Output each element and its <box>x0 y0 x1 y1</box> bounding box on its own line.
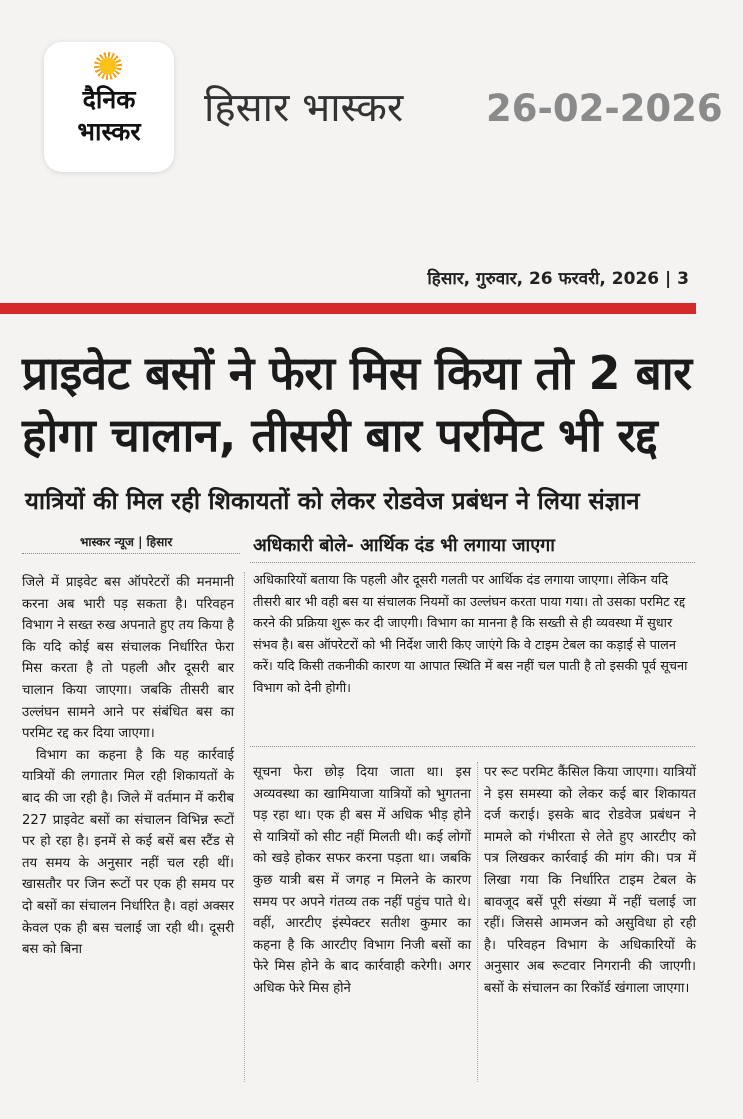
logo-text-line2: भास्कर <box>77 117 141 146</box>
article-column-1 <box>22 572 234 961</box>
box-text: अधिकारियों बताया कि पहली और दूसरी गलती पर आर्थिक दंड लगाया जाएगा। लेकिन यदि तीसरी बार भी वही बस या संचालक नियमों का उल्लंघन करता पाया गया। तो उसका परमिट रद्द करने की प्रक्रिया शुरू कर दी जाएगी। विभाग का मानना है कि सख्ती से ही व्यवस्था में सुधार संभव है। बस ऑपरेटरों को भी निर्देश जारी किए जाएंगे कि वे टाइम टेबल का कड़ाई से पालन करें। यदि किसी तकनीकी कारण या आपात स्थिति में बस नहीं चल पाती है तो इसकी पूर्व सूचना विभाग को देनी होगी। <box>253 573 688 696</box>
column-1-paragraph-1: जिले में प्राइवेट बस ऑपरेटरों की मनमानी करना अब भारी पड़ सकता है। परिवहन विभाग ने सख्त रुख अपनाते हुए तय किया है कि यदि कोई बस संचालक निर्धारित फेरा मिस करता है तो पहली और दूसरी बार चालान किया जाएगा। जबकि तीसरी बार उल्लंघन सामने आने पर संबंधित बस का परमिट रद्द कर दिया जाएगा। <box>22 575 234 742</box>
red-divider <box>0 303 696 314</box>
article-headline: प्राइवेट बसों ने फेरा मिस किया तो 2 बार होगा चालान, तीसरी बार परमिट भी रद्द <box>22 346 692 462</box>
column-separator <box>244 572 245 1082</box>
column-1-paragraph-2: विभाग का कहना है कि यह कार्रवाई यात्रियों की लगातार मिल रही शिकायतों के बाद की जा रही है। जिले में वर्तमान में करीब 227 प्राइवेट बसों का संचालन विभिन्न रूटों पर हो रहा है। इनमें से कई बसें बस स्टैंड से तय समय के अनुसार नहीं चल रही थीं। खासतौर पर जिन रूटों पर एक ही समय पर दो बसों का संचालन निर्धारित है। वहां अक्सर केवल एक ही बस चलाई जा रही थी। दूसरी बस को बिना <box>22 747 234 958</box>
sun-icon <box>94 52 122 80</box>
edition-date: 26-02-2026 <box>486 87 723 130</box>
logo-text-line1: दैनिक <box>82 85 136 114</box>
article-column-2: सूचना फेरा छोड़ दिया जाता था। इस अव्यवस्था का खामियाजा यात्रियों को भुगतना पड़ रहा था। एक ही बस में अधिक भीड़ होने से यात्रियों को सीट नहीं मिलती थी। कई लोगों को खड़े होकर सफर करना पड़ता था। जबकि कुछ यात्री बस में जगह न मिलने के कारण समय पर अपने गंतव्य तक नहीं पहुंच पाते थे। वहीं, आरटीए इंस्पेक्टर सतीश कुमार का कहना है कि आरटीए विभाग निजी बसों का फेरे मिस होने के बाद कार्रवाही करेगी। अगर अधिक फेरे मिस होने <box>253 765 471 996</box>
article-byline: भास्कर न्यूज | हिसार <box>80 535 173 549</box>
edition-title: हिसार भास्कर <box>204 85 404 131</box>
article-column-3: पर रूट परमिट कैंसिल किया जाएगा। यात्रियों ने इस समस्या को लेकर कई बार शिकायत दर्ज कराई। इसके बाद रोडवेज प्रबंधन ने मामले को गंभीरता से लेते हुए आरटीए को पत्र लिखकर कार्रवाई की मांग की। पत्र में लिखा गया कि निर्धारित टाइम टेबल के बावजूद बसें पूरी संख्या में नहीं चलाई जा रहीं। जिससे आमजन को असुविधा हो रही है। परिवहन विभाग के अधिकारियों के अनुसार अब रूटवार निगरानी की जाएगी। बसों के संचालन का रिकॉर्ड खंगाला जाएगा। <box>484 765 696 996</box>
byline-divider <box>22 553 240 554</box>
box-heading: अधिकारी बोले- आर्थिक दंड भी लगाया जाएगा <box>253 535 555 556</box>
column-separator <box>477 762 478 1082</box>
dainik-bhaskar-logo[interactable] <box>44 42 174 172</box>
box-bottom-divider <box>250 746 695 747</box>
paper-dateline: हिसार, गुरुवार, 26 फरवरी, 2026 | 3 <box>427 269 689 289</box>
article-subhead: यात्रियों की मिल रही शिकायतों को लेकर रोडवेज प्रबंधन ने लिया संज्ञान <box>25 487 640 515</box>
box-heading-divider <box>250 562 695 563</box>
